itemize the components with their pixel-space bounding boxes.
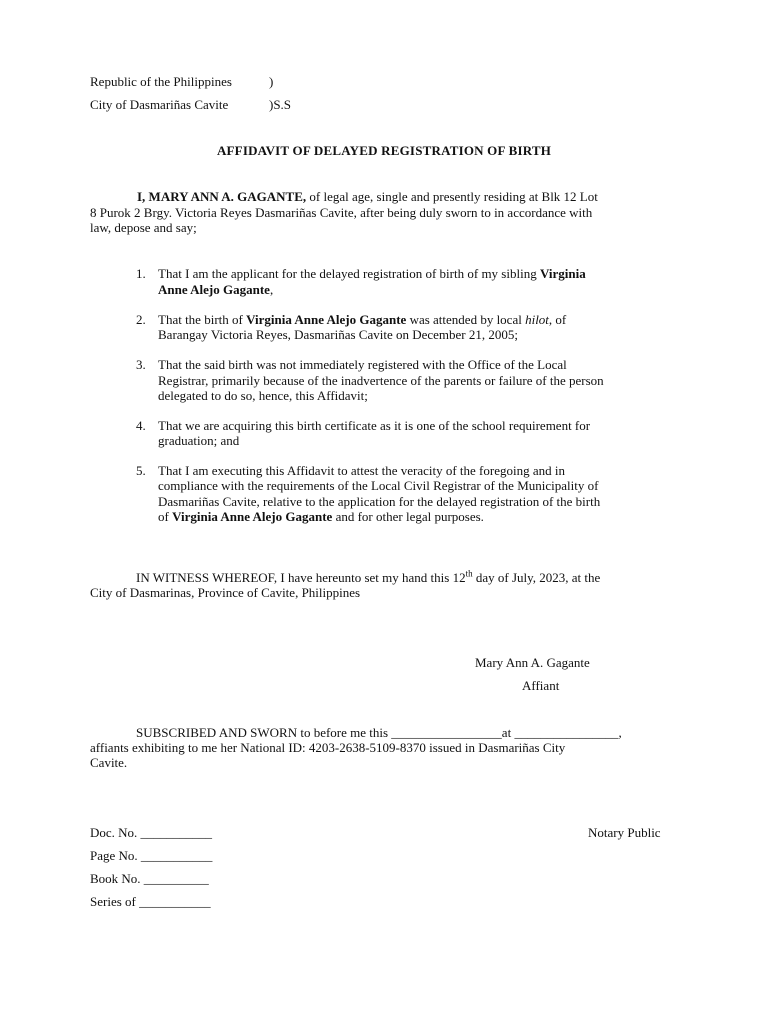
jurat-line-1: SUBSCRIBED AND SWORN to before me this _________________at ________________, [136, 725, 622, 740]
item-3-line-3: delegated to do so, hence, this Affidavit; [158, 388, 368, 403]
item-4-line-2: graduation; and [158, 433, 240, 448]
item-2-text-e: , of [548, 312, 567, 327]
intro-line-1 [137, 189, 598, 204]
notary-public-label: Notary Public [588, 825, 661, 840]
item-5-line-3: Dasmariñas Cavite, relative to the application for the delayed registration of the birth [158, 494, 601, 509]
item-2-text-a: That the birth of [158, 312, 247, 327]
venue-republic-text: Republic of the Philippines [90, 74, 232, 89]
item-2-text-c: was attended by local [406, 312, 526, 327]
item-5-line-2: compliance with the requirements of the Local Civil Registrar of the Municipality of [158, 478, 599, 493]
intro-line-1-rest: of legal age, single and presently residing at Blk 12 Lot [306, 189, 598, 204]
venue-city-mark: )S.S [269, 97, 292, 112]
item-1-bold-name: Virginia [539, 266, 586, 281]
doc-no-field: Doc. No. ___________ [90, 825, 213, 840]
venue-line-republic [90, 74, 232, 89]
intro-line-2: 8 Purok 2 Brgy. Victoria Reyes Dasmariñas Cavite, after being duly sworn to in accordance with [90, 205, 593, 220]
item-3-line-2: Registrar, primarily because of the inadvertence of the parents or failure of the person [158, 373, 604, 388]
affiant-name: I, MARY ANN A. GAGANTE, [137, 189, 307, 204]
item-2-italic-hilot: hilot [525, 312, 549, 327]
witness-line-1 [136, 570, 600, 585]
item-1-comma: , [269, 282, 274, 297]
item-5-line-1: That I am executing this Affidavit to attest the veracity of the foregoing and in [158, 463, 565, 478]
item-1-line-1 [158, 266, 586, 281]
page-no-field: Page No. ___________ [90, 848, 213, 863]
item-5-text-a: of [158, 509, 173, 524]
item-5-line-4 [158, 509, 484, 524]
signatory-role: Affiant [522, 678, 560, 693]
item-5-bold-name: Virginia Anne Alejo Gagante [172, 509, 333, 524]
witness-superscript: th [465, 568, 473, 579]
item-1-line-2 [158, 282, 273, 297]
item-3-number: 3. [136, 357, 146, 372]
document-title: AFFIDAVIT OF DELAYED REGISTRATION OF BIRTH [216, 143, 552, 158]
jurat-line-3: Cavite. [90, 755, 128, 770]
item-2-number: 2. [136, 312, 146, 327]
book-no-field: Book No. __________ [90, 871, 209, 886]
venue-republic-mark: ) [269, 74, 274, 89]
signatory-name: Mary Ann A. Gagante [475, 655, 590, 670]
item-1-text: That I am the applicant for the delayed registration of birth of my sibling [158, 266, 540, 281]
venue-city-text: City of Dasmariñas Cavite [90, 97, 229, 112]
item-1-number: 1. [136, 266, 146, 281]
item-2-bold-name: Virginia Anne Alejo Gagante [246, 312, 407, 327]
series-of-field: Series of ___________ [90, 894, 211, 909]
intro-line-3: law, depose and say; [90, 220, 197, 235]
item-1-bold-name-cont: Anne Alejo Gagante [158, 282, 270, 297]
item-5-number: 5. [136, 463, 146, 478]
witness-text-b: day of July, 2023, at the [472, 570, 601, 585]
item-4-number: 4. [136, 418, 146, 433]
venue-line-city [90, 97, 228, 112]
item-2-line-1 [158, 312, 566, 327]
item-4-line-1: That we are acquiring this birth certificate as it is one of the school requirement for [158, 418, 591, 433]
item-2-line-2: Barangay Victoria Reyes, Dasmariñas Cavite on December 21, 2005; [158, 327, 518, 342]
witness-text-a: IN WITNESS WHEREOF, I have hereunto set my hand this 12 [136, 570, 466, 585]
jurat-line-2: affiants exhibiting to me her National ID: 4203-2638-5109-8370 issued in Dasmariñas City [90, 740, 566, 755]
witness-line-2: City of Dasmarinas, Province of Cavite, Philippines [90, 585, 361, 600]
item-3-line-1: That the said birth was not immediately registered with the Office of the Local [158, 357, 567, 372]
item-5-text-c: and for other legal purposes. [332, 509, 484, 524]
